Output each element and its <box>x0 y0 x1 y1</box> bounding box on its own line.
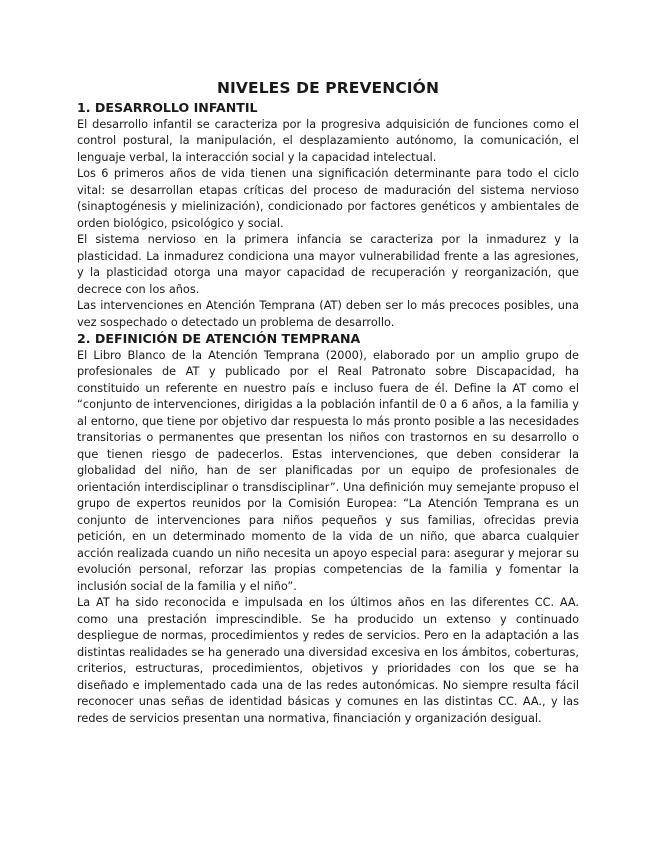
document-page <box>77 76 579 727</box>
section-heading: 2. DEFINICIÓN DE ATENCIÓN TEMPRANA <box>77 331 361 346</box>
page-title: NIVELES DE PREVENCIÓN <box>216 79 440 97</box>
section-heading: 1. DESARROLLO INFANTIL <box>77 100 258 115</box>
paragraph: Los 6 primeros años de vida tienen una significación determinante para todo el ciclo vital: se desarrollan etapas críticas del proceso de maduración del sistema nervioso (sinaptogénesis y mielinización), condicionado por factores genéticos y ambientales de orden biológico, psicológico y social. <box>77 167 579 230</box>
paragraph: El sistema nervioso en la primera infancia se caracteriza por la inmadurez y la plasticidad. La inmadurez condiciona una mayor vulnerabilidad frente a las agresiones, y la plasticidad otorga una mayor capacidad de recuperación y reorganización, que decrece con los años. <box>77 233 579 296</box>
paragraph: Las intervenciones en Atención Temprana (AT) deben ser lo más precoces posibles, una vez sospechado o detectado un problema de desarrollo. <box>77 299 579 329</box>
section-desarrollo-infantil <box>77 100 579 331</box>
section-definicion-atencion-temprana <box>77 331 579 727</box>
paragraph: El Libro Blanco de la Atención Temprana (2000), elaborado por un amplio grupo de profesionales de AT y publicado por el Real Patronato sobre Discapacidad, ha constituido un referente en nuestro país e incluso fuera de él. Define la AT como el “conjunto de intervenciones, dirigidas a la población infantil de 0 a 6 años, a la familia y al entorno, que tiene por objetivo dar respuesta lo más pronto posible a las necesidades transitorias o permanentes que presentan los niños con trastornos en su desarrollo o que tienen riesgo de padecerlos. Estas intervenciones, que deben considerar la globalidad del niño, han de ser planificadas por un equipo de profesionales de orientación interdisciplinar o transdisciplinar”. Una definición muy semejante propuso el grupo de expertos reunidos por la Comisión Europea: “La Atención Temprana es un conjunto de intervenciones para niños pequeños y sus familias, ofrecidas previa petición, en un determinado momento de la vida de un niño, que abarca cualquier acción realizada cuando un niño necesita un apoyo especial para: asegurar y mejorar su evolución personal, reforzar las propias competencias de la familia y fomentar la inclusión social de la familia y el niño”. <box>77 348 579 593</box>
paragraph: La AT ha sido reconocida e impulsada en los últimos años en las diferentes CC. AA. como una prestación imprescindible. Se ha producido un extenso y continuado despliegue de normas, procedimientos y redes de servicios. Pero en la adaptación a las distintas realidades se ha generado una diversidad excesiva en los ámbitos, coberturas, criterios, estructuras, procedimientos, objetivos y prioridades con los que se ha diseñado e implementado cada una de las redes autonómicas. No siempre resulta fácil reconocer unas señas de identidad básicas y comunes en las distintas CC. AA., y las redes de servicios presentan una normativa, financiación y organización desigual. <box>77 596 579 725</box>
paragraph: El desarrollo infantil se caracteriza por la progresiva adquisición de funciones como el control postural, la manipulación, el desplazamiento autónomo, la comunicación, el lenguaje verbal, la interacción social y la capacidad intelectual. <box>77 117 579 164</box>
